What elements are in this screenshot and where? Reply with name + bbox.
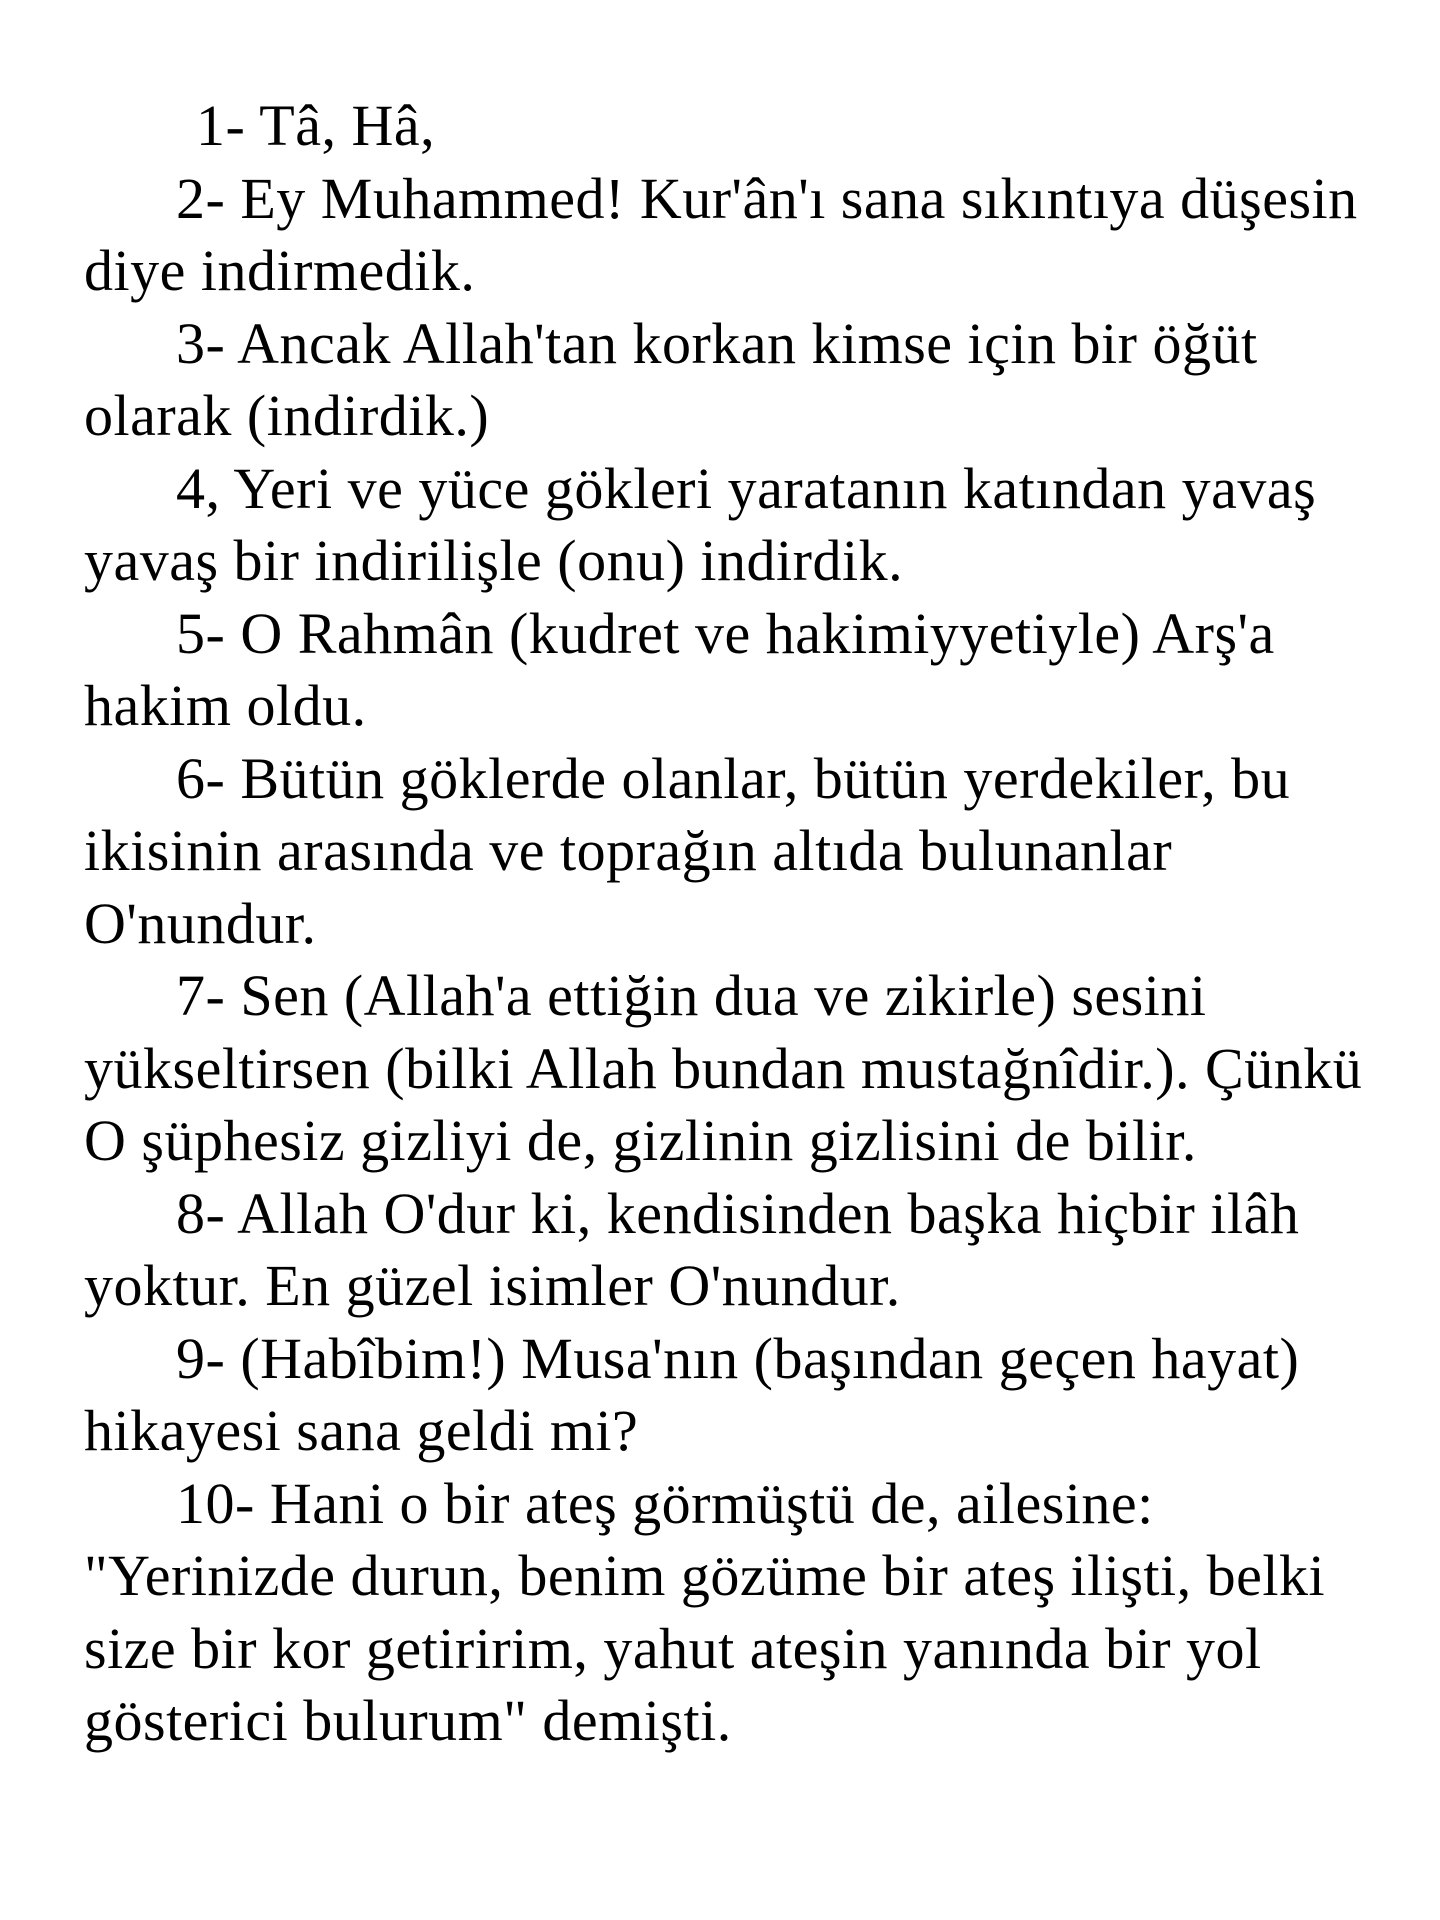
verse-6: 6- Bütün göklerde olanlar, bütün yerdekiler, bu ikisinin arasında ve toprağın altıda bulunanlar O'nundur. — [84, 745, 1291, 956]
verse-2: 2- Ey Muhammed! Kur'ân'ı sana sıkıntıya düşesin diye indirmedik. — [84, 165, 1358, 303]
verse-3: 3- Ancak Allah'tan korkan kimse için bir öğüt olarak (indirdik.) — [84, 310, 1258, 448]
verse-10: 10- Hani o bir ateş görmüştü de, ailesine: "Yerinizde durun, benim gözüme bir ateş ilişti, belki size bir kor getiririm, yahut ateşin yanında bir yol gösterici bulurum" demişti. — [84, 1470, 1326, 1753]
verse-4: 4, Yeri ve yüce gökleri yaratanın katından yavaş yavaş bir indirilişle (onu) indirdik. — [84, 455, 1317, 593]
verse-text-block — [84, 90, 1374, 1758]
verse-5: 5- O Rahmân (kudret ve hakimiyyetiyle) Arş'a hakim oldu. — [84, 600, 1275, 738]
verse-9: 9- (Habîbim!) Musa'nın (başından geçen hayat) hikayesi sana geldi mi? — [84, 1325, 1300, 1463]
verse-8: 8- Allah O'dur ki, kendisinden başka hiçbir ilâh yoktur. En güzel isimler O'nundur. — [84, 1180, 1300, 1318]
verse-1: 1- Tâ, Hâ, — [196, 93, 436, 158]
verse-7: 7- Sen (Allah'a ettiğin dua ve zikirle) sesini yükseltirsen (bilki Allah bundan mustağnîdir.). Çünkü O şüphesiz gizliyi de, gizlinin gizlisini de bilir. — [84, 963, 1363, 1173]
